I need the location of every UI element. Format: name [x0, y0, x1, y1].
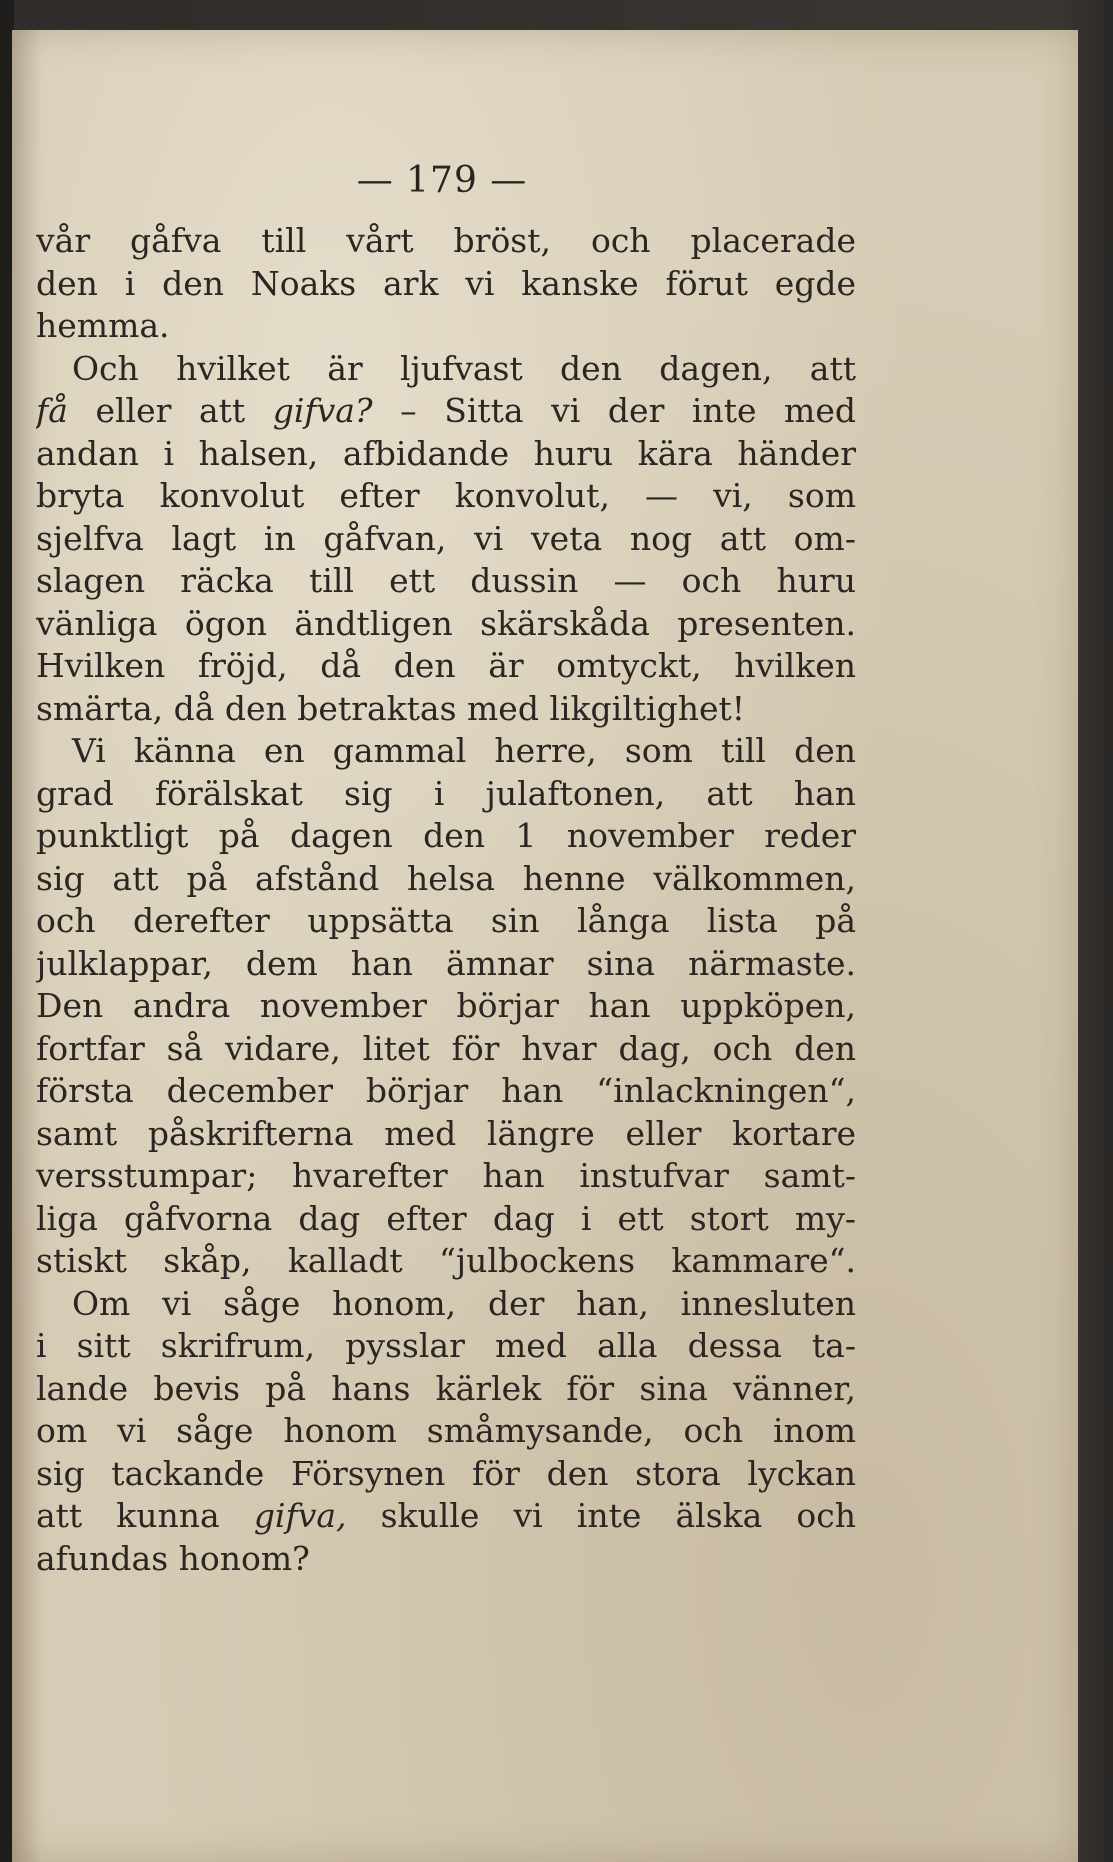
book-page: [12, 30, 1078, 1862]
text-line: sjelfva lagt in gåfvan, vi veta nog att om-: [36, 518, 856, 558]
text-line: grad förälskat sig i julaftonen, att han: [36, 773, 856, 813]
italic-word: få: [36, 391, 68, 430]
text-line: samt påskrifterna med längre eller kortare: [36, 1113, 856, 1153]
text-line: [36, 1495, 856, 1538]
body-text: [36, 220, 856, 1580]
text-line: versstumpar; hvarefter han instufvar samt-: [36, 1156, 856, 1195]
text-line: i sitt skrifrum, pysslar med alla dessa ta-: [36, 1326, 856, 1365]
text-span: eller att: [67, 391, 273, 430]
text-line: andan i halsen, afbidande huru kära händer: [36, 433, 856, 473]
text-line: fortfar så vidare, litet för hvar dag, och den: [36, 1028, 856, 1068]
text-line: lande bevis på hans kärlek för sina vänner,: [36, 1368, 856, 1408]
text-line: liga gåfvorna dag efter dag i ett stort my-: [36, 1198, 856, 1238]
text-line: första december börjar han “inlackningen“,: [36, 1071, 856, 1110]
text-line: julklappar, dem han ämnar sina närmaste.: [36, 943, 856, 983]
text-line: Hvilken fröjd, då den är omtyckt, hvilken: [36, 646, 856, 685]
text-line: Om vi såge honom, der han, innesluten: [72, 1283, 856, 1323]
text-line: den i den Noaks ark vi kanske förut egde: [36, 263, 856, 303]
text-line: vänliga ögon ändtligen skärskåda presenten.: [36, 603, 856, 643]
text-line: smärta, då den betraktas med likgiltighet!: [36, 688, 746, 728]
text-line: om vi såge honom småmysande, och inom: [36, 1411, 856, 1450]
italic-word: gifva?: [272, 391, 373, 430]
italic-word: gifva,: [253, 1496, 347, 1535]
text-line: och derefter uppsätta sin långa lista på: [36, 901, 856, 940]
text-line: hemma.: [36, 306, 170, 345]
text-span: – Sitta vi der inte med: [372, 391, 856, 430]
text-line: sig att på afstånd helsa henne välkommen,: [36, 858, 856, 898]
text-line: bryta konvolut efter konvolut, — vi, som: [36, 476, 856, 515]
text-line: Den andra november börjar han uppköpen,: [36, 986, 856, 1025]
text-line: [36, 390, 856, 433]
text-line: punktligt på dagen den 1 november reder: [36, 816, 856, 855]
text-span: skulle vi inte älska och: [346, 1496, 856, 1535]
text-line: sig tackande Försynen för den stora lyckan: [36, 1453, 856, 1493]
text-line: Och hvilket är ljufvast den dagen, att: [72, 348, 856, 388]
text-line: afundas honom?: [36, 1538, 310, 1578]
text-line: slagen räcka till ett dussin — och huru: [36, 561, 856, 600]
text-line: stiskt skåp, kalladt “julbockens kammare“.: [36, 1241, 856, 1280]
page-number: — 179 —: [356, 160, 528, 201]
text-span: att kunna: [36, 1496, 254, 1535]
text-line: vår gåfva till vårt bröst, och placerade: [36, 221, 856, 260]
text-line: Vi känna en gammal herre, som till den: [72, 731, 856, 770]
